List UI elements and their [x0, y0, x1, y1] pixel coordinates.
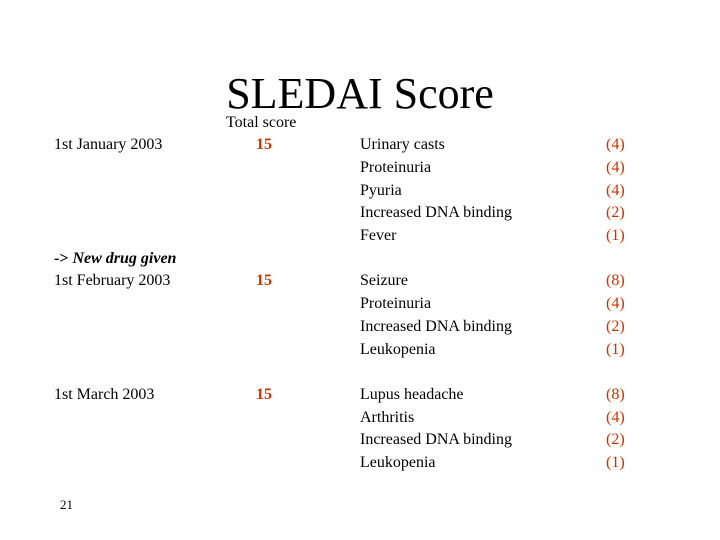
criterion-name: Increased DNA binding: [360, 318, 512, 335]
criterion-name: Urinary casts: [360, 136, 445, 153]
visit-score: 15: [256, 272, 272, 289]
drug-note-text: New drug given: [72, 250, 177, 267]
visit-score: 15: [256, 386, 272, 403]
criterion-points: (1): [606, 227, 625, 244]
arrow-icon: ->: [54, 250, 69, 267]
criterion-points: (4): [606, 409, 625, 426]
criterion-points: (1): [606, 341, 625, 358]
criterion-name: Proteinuria: [360, 295, 432, 312]
criterion-name: Proteinuria: [360, 159, 432, 176]
visit-date: 1st February 2003: [54, 272, 171, 289]
visit-date: 1st January 2003: [54, 136, 163, 153]
drug-note: [54, 250, 176, 268]
criterion-name: Increased DNA binding: [360, 431, 512, 448]
total-score-header: Total score: [226, 114, 297, 131]
criterion-name: Leukopenia: [360, 341, 436, 358]
criterion-name: Fever: [360, 227, 397, 244]
criterion-points: (2): [606, 318, 625, 335]
criterion-points: (1): [606, 454, 625, 471]
criterion-name: Pyuria: [360, 182, 402, 199]
criterion-name: Arthritis: [360, 409, 415, 426]
criterion-name: Lupus headache: [360, 386, 464, 403]
criterion-points: (2): [606, 431, 625, 448]
criterion-points: (8): [606, 272, 625, 289]
criterion-name: Increased DNA binding: [360, 204, 512, 221]
criterion-points: (2): [606, 204, 625, 221]
page-title: SLEDAI Score: [226, 69, 494, 118]
criterion-points: (8): [606, 386, 625, 403]
visit-score: 15: [256, 136, 272, 153]
criterion-points: (4): [606, 136, 625, 153]
criterion-points: (4): [606, 295, 625, 312]
criterion-points: (4): [606, 182, 625, 199]
visit-date: 1st March 2003: [54, 386, 155, 403]
criterion-points: (4): [606, 159, 625, 176]
criterion-name: Leukopenia: [360, 454, 436, 471]
criterion-name: Seizure: [360, 272, 408, 289]
slide-number: 21: [60, 497, 73, 512]
